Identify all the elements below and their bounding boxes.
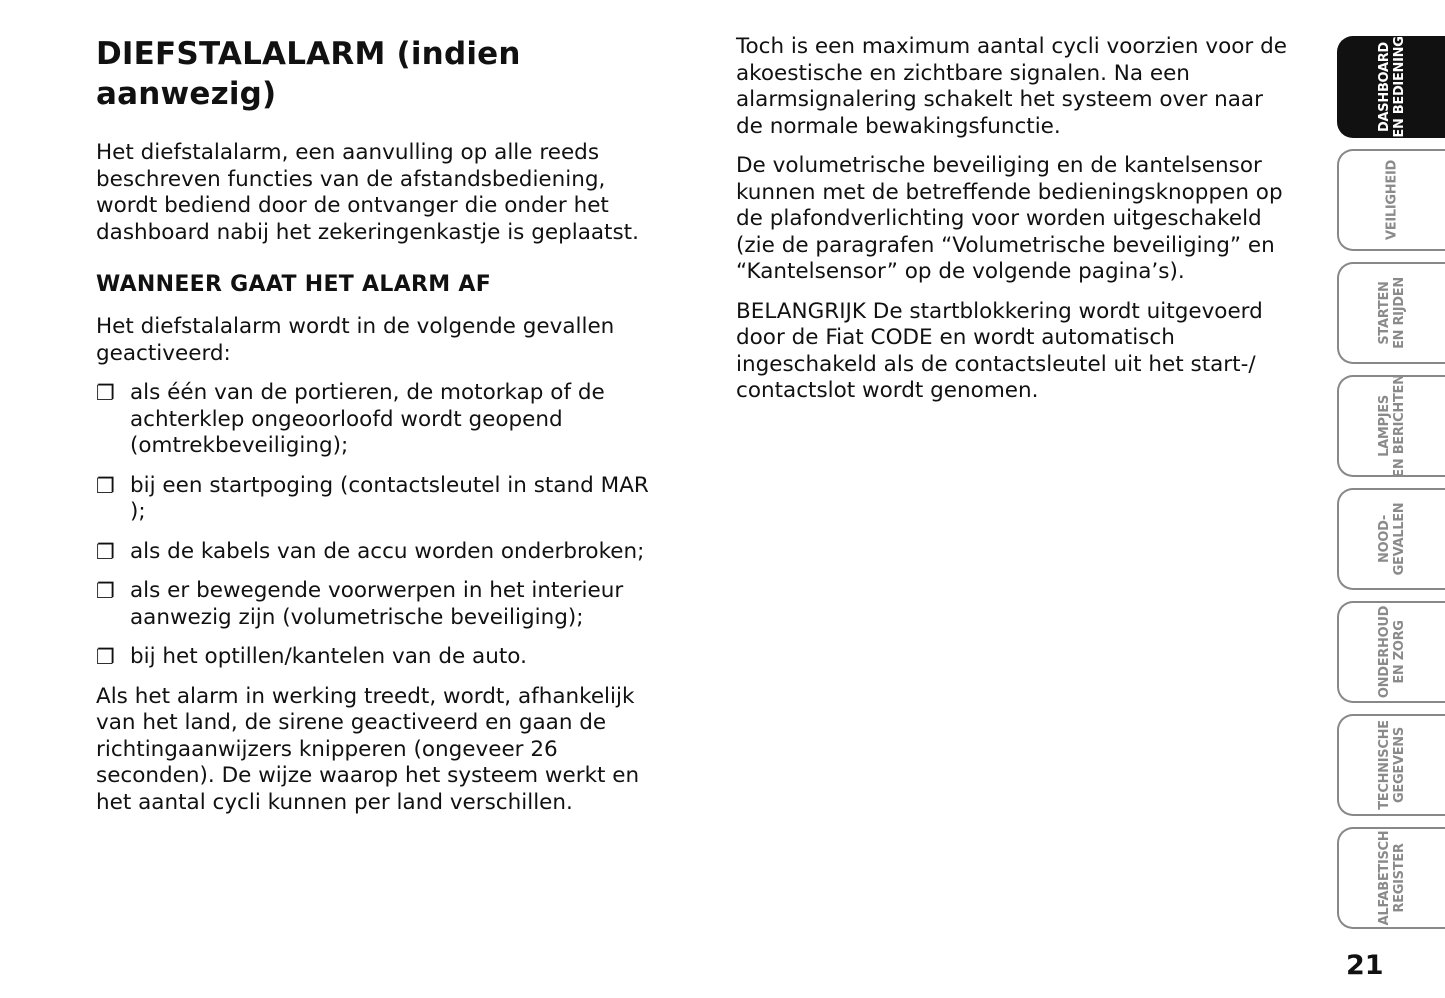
tab-label-line2: EN BERICHTEN bbox=[1392, 374, 1407, 478]
tab-label-line1: TECHNISCHE bbox=[1377, 720, 1392, 810]
tab-label-line1: NOOD- bbox=[1377, 515, 1392, 563]
list-item-text: bij een startpoging (contactsleutel in stand MAR ); bbox=[130, 472, 649, 524]
title-line-1: DIEFSTALALARM (indien bbox=[96, 36, 521, 72]
list-item-text: bij het optillen/kantelen van de auto. bbox=[130, 644, 527, 669]
checkbox-bullet-icon: ❐ bbox=[96, 473, 115, 498]
page-title bbox=[96, 34, 671, 114]
right-column bbox=[736, 34, 1296, 418]
list-item bbox=[96, 380, 671, 460]
tab-technische-gegevens[interactable] bbox=[1337, 714, 1445, 816]
checkbox-bullet-icon: ❐ bbox=[96, 381, 115, 405]
important-paragraph: BELANGRIJK De startblokkering wordt uitgevoerd door de Fiat CODE en wordt automatisch ingeschakeld als de contactsleutel uit het start-/ contactslot wordt genomen. bbox=[736, 298, 1263, 403]
tab-label-line1: LAMPJES bbox=[1377, 395, 1392, 457]
closing-paragraph: Als het alarm in werking treedt, wordt, afhankelijk van het land, de sirene geactiveerd en gaan de richtingaanwijzers knipperen (ongeveer 26 seconden). De wijze waarop het systeem werkt en het aantal cycli kunnen per land verschillen. bbox=[96, 683, 640, 815]
tab-dashboard[interactable] bbox=[1337, 36, 1445, 138]
tab-lampjes[interactable] bbox=[1337, 375, 1445, 477]
checkbox-bullet-icon: ❐ bbox=[96, 539, 115, 564]
tab-label-line2: GEVALLEN bbox=[1392, 502, 1407, 576]
tab-label-line1: STARTEN bbox=[1377, 281, 1392, 345]
tab-label-line1: VEILIGHEID bbox=[1384, 160, 1400, 240]
tab-label-line1: DASHBOARD bbox=[1377, 42, 1392, 132]
checkbox-bullet-icon: ❐ bbox=[96, 579, 115, 603]
tab-veiligheid[interactable] bbox=[1337, 149, 1445, 251]
tab-label-line1: ONDERHOUD bbox=[1377, 605, 1392, 699]
tab-label-line2: EN RIJDEN bbox=[1392, 277, 1407, 349]
list-item bbox=[96, 539, 671, 566]
list-item bbox=[96, 644, 671, 671]
list-item-text: als er bewegende voorwerpen in het interieur aanwezig zijn (volumetrische beveiliging); bbox=[130, 578, 624, 630]
intro-paragraph: Het diefstalalarm, een aanvulling op alle reeds beschreven functies van de afstandsbediening, wordt bediend door de ontvanger die onder het dashboard nabij het zekeringenkastje is geplaatst. bbox=[96, 140, 639, 245]
lead-paragraph: Het diefstalalarm wordt in de volgende gevallen geactiveerd: bbox=[96, 314, 615, 366]
list-item bbox=[96, 473, 671, 526]
tab-noodgevallen[interactable] bbox=[1337, 488, 1445, 590]
section-subheading: WANNEER GAAT HET ALARM AF bbox=[96, 272, 492, 297]
tab-label-line2: EN ZORG bbox=[1392, 620, 1407, 684]
tab-starten[interactable] bbox=[1337, 262, 1445, 364]
volumetric-paragraph: De volumetrische beveiliging en de kantelsensor kunnen met de betreffende bedieningsknoppen op de plafondverlichting voor worden uitgeschakeld (zie de paragrafen “Volumetrische beveiliging” en “Kantelsensor” op de volgende pagina’s). bbox=[736, 153, 1283, 284]
tab-label-line2: GEGEVENS bbox=[1392, 727, 1407, 803]
left-column bbox=[96, 34, 671, 829]
title-line-2: aanwezig) bbox=[96, 76, 277, 112]
tab-alfabetisch-register[interactable] bbox=[1337, 827, 1445, 929]
checkbox-bullet-icon: ❐ bbox=[96, 645, 115, 669]
list-item bbox=[96, 578, 671, 631]
chapter-tabs bbox=[1337, 36, 1445, 941]
tab-onderhoud[interactable] bbox=[1337, 601, 1445, 703]
tab-label-line2: REGISTER bbox=[1392, 843, 1407, 913]
list-item-text: als de kabels van de accu worden onderbroken; bbox=[130, 538, 645, 564]
cycles-paragraph: Toch is een maximum aantal cycli voorzien voor de akoestische en zichtbare signalen. Na een alarmsignalering schakelt het systeem over naar de normale bewakingsfunctie. bbox=[736, 34, 1287, 139]
page-number: 21 bbox=[1346, 950, 1384, 981]
tab-label-line1: ALFABETISCH bbox=[1377, 830, 1392, 926]
list-item-text: als één van de portieren, de motorkap of de achterklep ongeoorloofd wordt geopend (omtrekbeveiliging); bbox=[130, 380, 605, 458]
tab-label-line2: EN BEDIENING bbox=[1392, 36, 1407, 138]
